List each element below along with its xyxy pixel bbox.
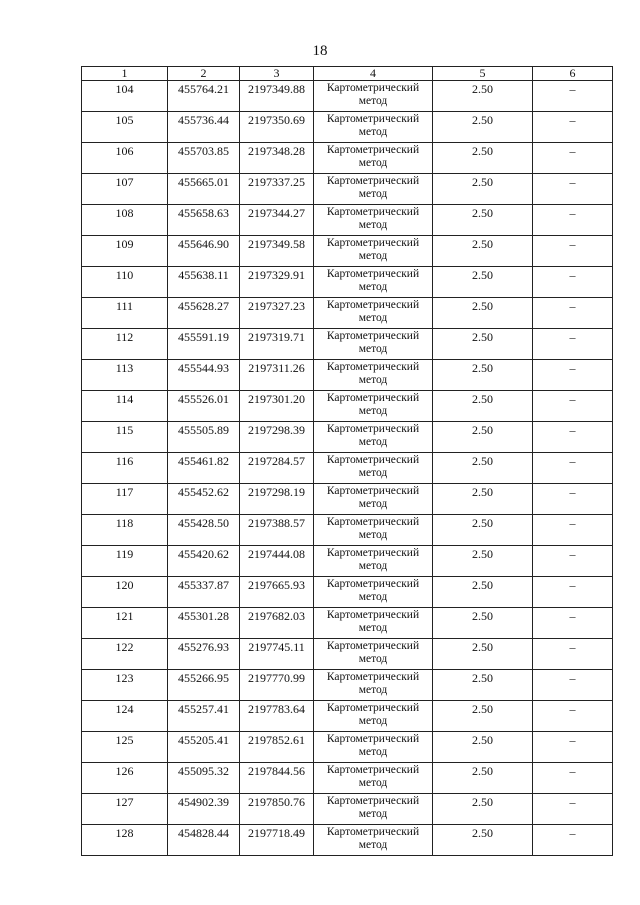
note-cell: – (533, 577, 613, 608)
accuracy-cell: 2.50 (433, 577, 533, 608)
table-row (82, 112, 613, 143)
accuracy-cell: 2.50 (433, 174, 533, 205)
method-cell: Картометрический метод (314, 794, 433, 825)
x-coordinate-cell: 455646.90 (168, 236, 240, 267)
method-cell: Картометрический метод (314, 577, 433, 608)
column-header-2: 2 (168, 67, 240, 81)
method-cell: Картометрический метод (314, 546, 433, 577)
method-cell: Картометрический метод (314, 608, 433, 639)
y-coordinate-cell: 2197852.61 (240, 732, 314, 763)
table-row (82, 143, 613, 174)
column-header-5: 5 (433, 67, 533, 81)
accuracy-cell: 2.50 (433, 298, 533, 329)
method-cell: Картометрический метод (314, 732, 433, 763)
table-row (82, 484, 613, 515)
method-cell: Картометрический метод (314, 391, 433, 422)
y-coordinate-cell: 2197770.99 (240, 670, 314, 701)
note-cell: – (533, 236, 613, 267)
y-coordinate-cell: 2197444.08 (240, 546, 314, 577)
note-cell: – (533, 391, 613, 422)
accuracy-cell: 2.50 (433, 81, 533, 112)
accuracy-cell: 2.50 (433, 484, 533, 515)
note-cell: – (533, 484, 613, 515)
accuracy-cell: 2.50 (433, 453, 533, 484)
accuracy-cell: 2.50 (433, 515, 533, 546)
x-coordinate-cell: 455658.63 (168, 205, 240, 236)
y-coordinate-cell: 2197682.03 (240, 608, 314, 639)
x-coordinate-cell: 455452.62 (168, 484, 240, 515)
point-number-cell: 128 (82, 825, 168, 856)
method-cell: Картометрический метод (314, 360, 433, 391)
y-coordinate-cell: 2197850.76 (240, 794, 314, 825)
table-row (82, 701, 613, 732)
y-coordinate-cell: 2197783.64 (240, 701, 314, 732)
method-cell: Картометрический метод (314, 174, 433, 205)
x-coordinate-cell: 455628.27 (168, 298, 240, 329)
y-coordinate-cell: 2197298.19 (240, 484, 314, 515)
table-row (82, 391, 613, 422)
y-coordinate-cell: 2197665.93 (240, 577, 314, 608)
x-coordinate-cell: 455703.85 (168, 143, 240, 174)
method-cell: Картометрический метод (314, 639, 433, 670)
point-number-cell: 127 (82, 794, 168, 825)
point-number-cell: 119 (82, 546, 168, 577)
table-row (82, 422, 613, 453)
point-number-cell: 121 (82, 608, 168, 639)
y-coordinate-cell: 2197844.56 (240, 763, 314, 794)
x-coordinate-cell: 455301.28 (168, 608, 240, 639)
coordinates-table (81, 66, 613, 856)
table-row (82, 205, 613, 236)
accuracy-cell: 2.50 (433, 422, 533, 453)
note-cell: – (533, 608, 613, 639)
method-cell: Картометрический метод (314, 515, 433, 546)
accuracy-cell: 2.50 (433, 360, 533, 391)
accuracy-cell: 2.50 (433, 329, 533, 360)
point-number-cell: 107 (82, 174, 168, 205)
table-header (82, 67, 613, 81)
y-coordinate-cell: 2197718.49 (240, 825, 314, 856)
accuracy-cell: 2.50 (433, 391, 533, 422)
point-number-cell: 109 (82, 236, 168, 267)
y-coordinate-cell: 2197284.57 (240, 453, 314, 484)
y-coordinate-cell: 2197348.28 (240, 143, 314, 174)
y-coordinate-cell: 2197327.23 (240, 298, 314, 329)
point-number-cell: 126 (82, 763, 168, 794)
table-row (82, 236, 613, 267)
note-cell: – (533, 732, 613, 763)
column-header-4: 4 (314, 67, 433, 81)
method-cell: Картометрический метод (314, 143, 433, 174)
point-number-cell: 125 (82, 732, 168, 763)
x-coordinate-cell: 455266.95 (168, 670, 240, 701)
accuracy-cell: 2.50 (433, 732, 533, 763)
x-coordinate-cell: 455428.50 (168, 515, 240, 546)
y-coordinate-cell: 2197349.58 (240, 236, 314, 267)
point-number-cell: 111 (82, 298, 168, 329)
point-number-cell: 118 (82, 515, 168, 546)
point-number-cell: 104 (82, 81, 168, 112)
point-number-cell: 122 (82, 639, 168, 670)
note-cell: – (533, 422, 613, 453)
table-row (82, 298, 613, 329)
accuracy-cell: 2.50 (433, 825, 533, 856)
x-coordinate-cell: 454828.44 (168, 825, 240, 856)
table-row (82, 453, 613, 484)
table-row (82, 577, 613, 608)
x-coordinate-cell: 455736.44 (168, 112, 240, 143)
column-header-1: 1 (82, 67, 168, 81)
point-number-cell: 124 (82, 701, 168, 732)
table-row (82, 546, 613, 577)
x-coordinate-cell: 455764.21 (168, 81, 240, 112)
accuracy-cell: 2.50 (433, 112, 533, 143)
note-cell: – (533, 267, 613, 298)
note-cell: – (533, 546, 613, 577)
table-row (82, 670, 613, 701)
accuracy-cell: 2.50 (433, 236, 533, 267)
method-cell: Картометрический метод (314, 763, 433, 794)
accuracy-cell: 2.50 (433, 205, 533, 236)
accuracy-cell: 2.50 (433, 670, 533, 701)
note-cell: – (533, 143, 613, 174)
note-cell: – (533, 701, 613, 732)
point-number-cell: 117 (82, 484, 168, 515)
point-number-cell: 105 (82, 112, 168, 143)
note-cell: – (533, 174, 613, 205)
note-cell: – (533, 825, 613, 856)
method-cell: Картометрический метод (314, 205, 433, 236)
x-coordinate-cell: 455544.93 (168, 360, 240, 391)
point-number-cell: 110 (82, 267, 168, 298)
note-cell: – (533, 205, 613, 236)
method-cell: Картометрический метод (314, 267, 433, 298)
point-number-cell: 116 (82, 453, 168, 484)
y-coordinate-cell: 2197350.69 (240, 112, 314, 143)
column-header-3: 3 (240, 67, 314, 81)
y-coordinate-cell: 2197344.27 (240, 205, 314, 236)
note-cell: – (533, 794, 613, 825)
table-row (82, 639, 613, 670)
column-header-6: 6 (533, 67, 613, 81)
point-number-cell: 113 (82, 360, 168, 391)
point-number-cell: 108 (82, 205, 168, 236)
y-coordinate-cell: 2197349.88 (240, 81, 314, 112)
method-cell: Картометрический метод (314, 236, 433, 267)
accuracy-cell: 2.50 (433, 639, 533, 670)
point-number-cell: 112 (82, 329, 168, 360)
method-cell: Картометрический метод (314, 701, 433, 732)
x-coordinate-cell: 455337.87 (168, 577, 240, 608)
x-coordinate-cell: 455665.01 (168, 174, 240, 205)
x-coordinate-cell: 455526.01 (168, 391, 240, 422)
method-cell: Картометрический метод (314, 329, 433, 360)
method-cell: Картометрический метод (314, 453, 433, 484)
method-cell: Картометрический метод (314, 825, 433, 856)
accuracy-cell: 2.50 (433, 267, 533, 298)
y-coordinate-cell: 2197311.26 (240, 360, 314, 391)
note-cell: – (533, 670, 613, 701)
table-body (82, 81, 613, 856)
method-cell: Картометрический метод (314, 298, 433, 329)
x-coordinate-cell: 455638.11 (168, 267, 240, 298)
note-cell: – (533, 81, 613, 112)
note-cell: – (533, 453, 613, 484)
x-coordinate-cell: 455461.82 (168, 453, 240, 484)
note-cell: – (533, 112, 613, 143)
accuracy-cell: 2.50 (433, 794, 533, 825)
table-row (82, 763, 613, 794)
accuracy-cell: 2.50 (433, 608, 533, 639)
table-row (82, 329, 613, 360)
y-coordinate-cell: 2197329.91 (240, 267, 314, 298)
point-number-cell: 115 (82, 422, 168, 453)
page-number: 18 (312, 43, 328, 59)
x-coordinate-cell: 455591.19 (168, 329, 240, 360)
point-number-cell: 120 (82, 577, 168, 608)
method-cell: Картометрический метод (314, 112, 433, 143)
x-coordinate-cell: 455095.32 (168, 763, 240, 794)
method-cell: Картометрический метод (314, 670, 433, 701)
x-coordinate-cell: 455505.89 (168, 422, 240, 453)
x-coordinate-cell: 455257.41 (168, 701, 240, 732)
table-row (82, 267, 613, 298)
point-number-cell: 114 (82, 391, 168, 422)
method-cell: Картометрический метод (314, 422, 433, 453)
y-coordinate-cell: 2197388.57 (240, 515, 314, 546)
accuracy-cell: 2.50 (433, 763, 533, 794)
method-cell: Картометрический метод (314, 81, 433, 112)
note-cell: – (533, 360, 613, 391)
accuracy-cell: 2.50 (433, 701, 533, 732)
table-row (82, 174, 613, 205)
y-coordinate-cell: 2197298.39 (240, 422, 314, 453)
x-coordinate-cell: 455420.62 (168, 546, 240, 577)
table-row (82, 81, 613, 112)
table-row (82, 608, 613, 639)
x-coordinate-cell: 455205.41 (168, 732, 240, 763)
table-row (82, 825, 613, 856)
table-row (82, 515, 613, 546)
note-cell: – (533, 298, 613, 329)
y-coordinate-cell: 2197745.11 (240, 639, 314, 670)
point-number-cell: 106 (82, 143, 168, 174)
y-coordinate-cell: 2197337.25 (240, 174, 314, 205)
table-row (82, 360, 613, 391)
accuracy-cell: 2.50 (433, 143, 533, 174)
note-cell: – (533, 329, 613, 360)
table-row (82, 732, 613, 763)
note-cell: – (533, 639, 613, 670)
point-number-cell: 123 (82, 670, 168, 701)
y-coordinate-cell: 2197319.71 (240, 329, 314, 360)
accuracy-cell: 2.50 (433, 546, 533, 577)
y-coordinate-cell: 2197301.20 (240, 391, 314, 422)
method-cell: Картометрический метод (314, 484, 433, 515)
header-row (82, 67, 613, 81)
note-cell: – (533, 515, 613, 546)
note-cell: – (533, 763, 613, 794)
x-coordinate-cell: 454902.39 (168, 794, 240, 825)
table-row (82, 794, 613, 825)
x-coordinate-cell: 455276.93 (168, 639, 240, 670)
